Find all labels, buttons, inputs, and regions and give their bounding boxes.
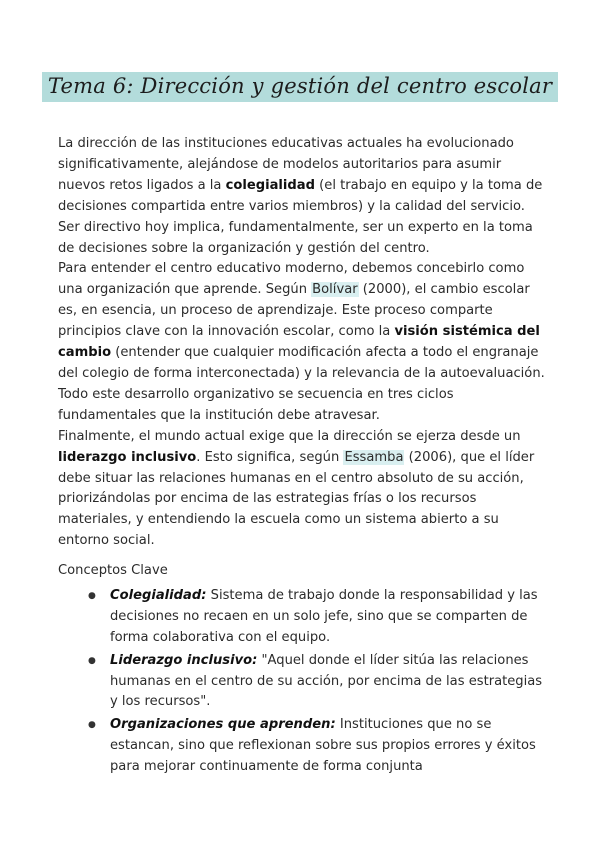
- keyword-vision-sistemica: visión sistémica del cambio: [58, 324, 540, 361]
- keyword-liderazgo-inclusivo: liderazgo inclusivo: [58, 449, 197, 465]
- paragraph-2: [58, 259, 550, 426]
- title-container: [0, 72, 600, 102]
- paragraph-1-text-a: La dirección de las instituciones educativas actuales ha evolucionado significativamente, alejándose de modelos autoritarios para asumir nuevos retos ligados a la: [58, 136, 514, 193]
- paragraph-2-text-c: (2000), el cambio escolar es, en esencia, un proceso de aprendizaje. Este proceso comparte principios clave con la innovación escolar, como la: [58, 282, 530, 340]
- concept-term: Organizaciones que aprenden:: [110, 717, 336, 733]
- concept-text: Sistema de trabajo donde la responsabilidad y las decisiones no recaen en un solo jefe, sino que se comparten de forma colaborativa con el equipo.: [110, 587, 538, 645]
- highlight-essamba: Essamba: [344, 449, 404, 465]
- page-title: Tema 6: Dirección y gestión del centro escolar: [42, 72, 558, 102]
- paragraph-3-text-a: Finalmente, el mundo actual exige que la dirección se ejerza desde un: [58, 428, 521, 444]
- paragraph-3-text-e: (2006), que el líder debe situar las relaciones humanas en el centro absoluto de su acción, priorizándolas por encima de las estrategias frías o los recursos materiales, y entendiendo la escuela como un sistema abierto a su entorno social.: [58, 449, 535, 549]
- paragraph-2-text-e: (entender que cualquier modificación afecta a todo el engranaje del colegio de forma interconectada) y la relevancia de la autoevaluación. Todo este desarrollo organizativo se secuencia en tres ciclos fundamentales que la institución debe atravesar.: [58, 345, 545, 423]
- highlight-bolivar: Bolívar: [312, 282, 358, 298]
- list-item: [58, 586, 548, 649]
- concept-term: Colegialidad:: [110, 587, 207, 603]
- list-item: [58, 651, 548, 714]
- paragraph-1-text-c: (el trabajo en equipo y la toma de decisiones compartida entre varios miembros) y la calidad del servicio. Ser directivo hoy implica, fundamentalmente, ser un experto en la toma de decisiones sobre la organización y gestión del centro.: [58, 177, 543, 256]
- paragraph-2-text-a: Para entender el centro educativo moderno, debemos concebirlo como una organización que aprende. Según: [58, 261, 525, 298]
- paragraph-3: [58, 427, 550, 552]
- body-text: [58, 134, 550, 552]
- concepts-list: [58, 586, 548, 778]
- concept-text: Instituciones que no se estancan, sino que reflexionan sobre sus propios errores y éxitos para mejorar continuamente de forma conjunta: [110, 717, 536, 775]
- concepts-section: [58, 561, 548, 780]
- list-item: [58, 715, 548, 778]
- paragraph-3-text-c: . Esto significa, según: [196, 449, 344, 465]
- concept-term: Liderazgo inclusivo:: [110, 652, 258, 668]
- concept-text: "Aquel donde el líder sitúa las relaciones humanas en el centro de su acción, por encima de las estrategias y los recursos".: [110, 652, 543, 710]
- keyword-colegialidad: colegialidad: [225, 177, 315, 193]
- concepts-heading: Conceptos Clave: [58, 563, 168, 578]
- paragraph-1: [58, 134, 550, 259]
